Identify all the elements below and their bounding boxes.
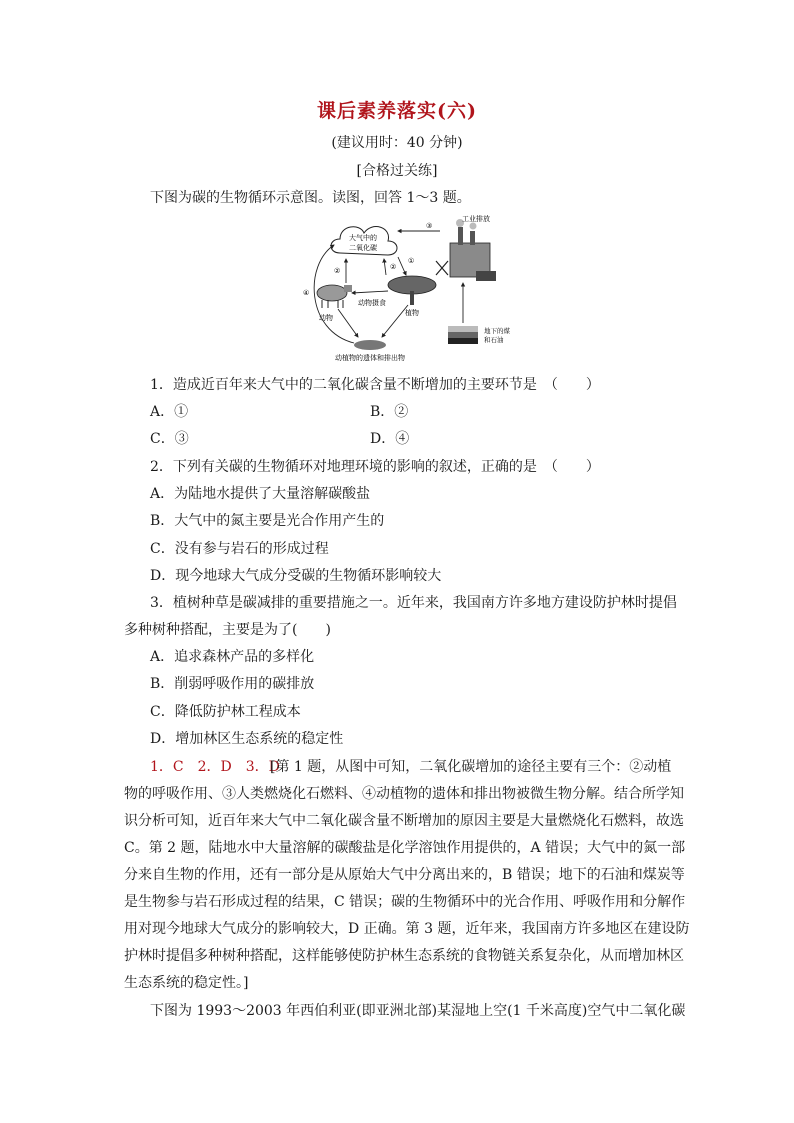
factory-icon [436, 219, 496, 281]
arrow-label-3: ③ [426, 222, 433, 230]
question-1-option-c: C．③ [150, 431, 189, 447]
question-3-stem-line-1: 3．植树种草是碳减排的重要措施之一。近年来，我国南方许多地方建设防护林时提倡 [150, 595, 677, 611]
cloud-label-1: 大气中的 [349, 234, 377, 242]
question-2-option-a: A．为陆地水提供了大量溶解碳酸盐 [150, 486, 371, 502]
intro-text: 下图为碳的生物循环示意图。读图，回答 1～3 题。 [150, 190, 471, 206]
page-title: 课后素养落实(六) [317, 100, 477, 122]
remains-icon [354, 340, 386, 350]
cow-icon [317, 285, 352, 308]
question-1-option-a: A．① [150, 404, 189, 420]
question-2-stem: 2．下列有关碳的生物循环对地理环境的影响的叙述，正确的是 （ ） [150, 459, 600, 475]
section-heading: [合格过关练] [356, 163, 438, 179]
industry-label: 工业排放 [462, 215, 490, 223]
coal-label-1: 地下的煤 [484, 327, 510, 335]
question-2-option-c: C．没有参与岩石的形成过程 [150, 541, 329, 557]
explanation-line-3: 识分析可知，近百年来大气中二氧化碳含量不断增加的原因主要是大量燃烧化石燃料，故选 [124, 813, 684, 829]
explanation-line-4: C。第 2 题，陆地水中大量溶解的碳酸盐是化学溶蚀作用提供的，A 错误；大气中的氮一部 [124, 840, 686, 856]
question-3-option-b: B．削弱呼吸作用的碳排放 [150, 676, 315, 692]
plant-icon [388, 276, 436, 305]
intro-text-2: 下图为 1993～2003 年西伯利亚(即亚洲北部)某湿地上空(1 千米高度)空气中二氧化碳 [150, 1003, 686, 1019]
question-3-option-a: A．追求森林产品的多样化 [150, 649, 315, 665]
explanation-line-8: 护林时提倡多种树种搭配，这样能够使防护林生态系统的食物链关系复杂化，从而增加林区 [124, 948, 684, 964]
arrow-animal-to-remains [338, 309, 358, 337]
question-1-option-d: D．④ [370, 431, 410, 447]
arrow-label-4: ④ [303, 289, 310, 297]
explanation-line-1: [第 1 题，从图中可知，二氧化碳增加的途径主要有三个：②动植 [270, 759, 672, 775]
question-2-option-b: B．大气中的氮主要是光合作用产生的 [150, 513, 385, 529]
plant-label: 植物 [405, 309, 419, 317]
arrow-label-2b: ② [390, 263, 397, 271]
explanation-line-2: 物的呼吸作用、③人类燃烧化石燃料、④动植物的遗体和排出物被微生物分解。结合所学知 [124, 786, 684, 802]
arrow-label-2a: ② [334, 267, 341, 275]
answer-key: 1．C 2．D 3．D [150, 759, 280, 775]
question-2-option-d: D．现今地球大气成分受碳的生物循环影响较大 [150, 568, 442, 584]
arrow-plant-to-atmosphere [384, 259, 386, 275]
arrow-plant-to-animal [352, 291, 388, 293]
question-3-option-c: C．降低防护林工程成本 [150, 704, 301, 720]
question-1-stem: 1．造成近百年来大气中的二氧化碳含量不断增加的主要环节是 （ ） [150, 377, 600, 393]
question-3-stem-line-2: 多种树种搭配，主要是为了( ) [124, 622, 331, 638]
arrow-label-1: ① [408, 257, 415, 265]
carbon-cycle-diagram [300, 213, 510, 368]
feeding-label: 动物摄食 [358, 299, 386, 307]
question-3-option-d: D．增加林区生态系统的稳定性 [150, 731, 344, 747]
explanation-line-6: 是生物参与岩石形成过程的结果，C 错误；碳的生物循环中的光合作用、呼吸作用和分解作 [124, 894, 686, 910]
arrow-plant-to-remains [382, 305, 408, 337]
cloud-label-2: 二氧化碳 [349, 244, 377, 252]
coal-icon [448, 326, 478, 344]
coal-label-2: 和石油 [484, 336, 504, 344]
remains-label: 动植物的遗体和排出物 [335, 354, 405, 362]
question-1-option-b: B．② [370, 404, 409, 420]
explanation-line-9: 生态系统的稳定性。] [124, 975, 249, 991]
explanation-line-5: 分来自生物的作用，还有一部分是从原始大气中分离出来的，B 错误；地下的石油和煤炭等 [124, 867, 685, 883]
explanation-line-7: 用对现今地球大气成分的影响较大，D 正确。第 3 题，近年来，我国南方许多地区在建设防 [124, 921, 690, 937]
arrow-atmosphere-to-plant [398, 257, 406, 275]
animal-label: 动物 [319, 314, 333, 322]
time-note: (建议用时：40 分钟) [331, 135, 463, 151]
